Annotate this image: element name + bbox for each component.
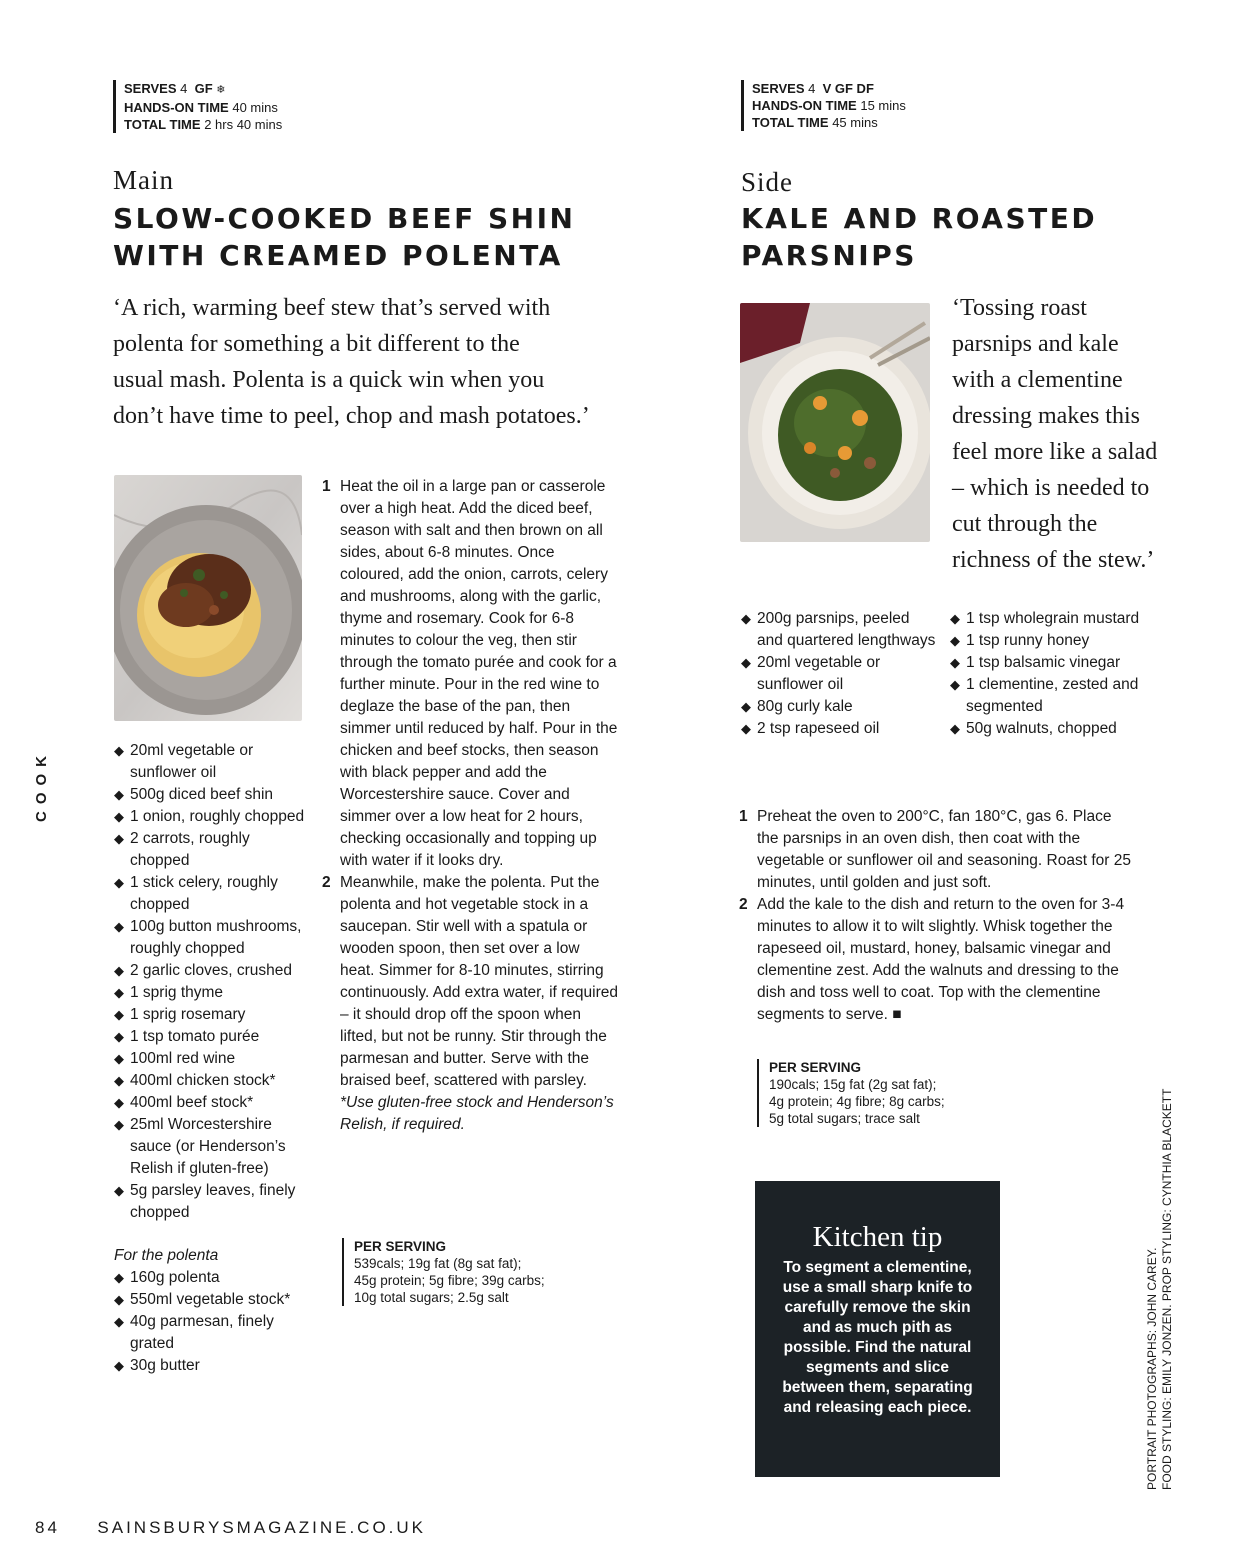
ingredient-item: ◆ 2 garlic cloves, crushed (114, 960, 309, 982)
total-time-label: TOTAL TIME (124, 117, 201, 132)
total-time-value: 45 mins (832, 115, 878, 130)
left-recipe-title (113, 200, 575, 274)
left-intro-quote (113, 290, 713, 434)
intro-line: cut through the (952, 511, 1098, 537)
photo-credits (1145, 1089, 1175, 1490)
ingredient-item: ◆ 2 carrots, roughly chopped (114, 828, 309, 872)
method-step (739, 806, 1131, 894)
credit-line: PORTRAIT PHOTOGRAPHS: JOHN CAREY. (1145, 1247, 1159, 1490)
intro-line: feel more like a salad (952, 439, 1158, 465)
left-recipe-meta (113, 80, 282, 133)
diet-tags: V GF DF (822, 81, 874, 96)
step-number: 1 (739, 808, 748, 825)
ingredient-item: ◆ 1 onion, roughly chopped (114, 806, 309, 828)
step-number: 2 (739, 896, 748, 913)
serves-label: SERVES (752, 81, 805, 96)
ingredient-item: ◆ 1 tsp runny honey (950, 630, 1150, 652)
step-text: Meanwhile, make the polenta. Put the polenta and hot vegetable stock in a saucepan. Stir well with a spatula or wooden spoon, then set over a low heat. Simmer for 8-10 minutes, stirring continuously. Add extra water, if required – it should drop off the spoon when lifted, but not be runny. Stir through the parmesan and butter. Serve with the braised beef, scattered with parsley. (340, 874, 619, 1089)
nutrition-line: 190cals; 15g fat (2g sat fat); (769, 1077, 937, 1092)
left-course-label: Main (113, 165, 174, 195)
intro-line: parsnips and kale (952, 331, 1119, 357)
intro-line: polenta for something a bit different to the (113, 331, 520, 357)
intro-line: richness of the stew.’ (952, 547, 1155, 573)
ingredient-item: ◆ 550ml vegetable stock* (114, 1289, 309, 1311)
ingredient-item: ◆ 100g button mushrooms, roughly chopped (114, 916, 309, 960)
ingredient-item: ◆ 2 tsp rapeseed oil (741, 718, 937, 740)
ingredient-item: ◆ 1 sprig thyme (114, 982, 309, 1004)
ingredient-item: ◆ 80g curly kale (741, 696, 937, 718)
ingredient-list (741, 608, 937, 740)
hands-on-value: 15 mins (860, 98, 906, 113)
ingredient-item: ◆ 400ml beef stock* (114, 1092, 309, 1114)
right-intro-quote (952, 290, 1192, 578)
ingredient-item: ◆ 1 sprig rosemary (114, 1004, 309, 1026)
right-ingredients-col1 (741, 608, 937, 740)
footnote: *Use gluten-free stock and Henderson’s Relish, if required. (340, 1094, 614, 1133)
method-step (322, 872, 618, 1092)
ingredient-item: ◆ 200g parsnips, peeled and quartered lengthways (741, 608, 937, 652)
snowflake-icon: ❄ (216, 84, 226, 96)
polenta-ingredient-list (114, 1267, 309, 1377)
intro-line: – which is needed to (952, 475, 1150, 501)
intro-line: ‘A rich, warming beef stew that’s served with (113, 295, 551, 321)
ingredient-item: ◆ 100ml red wine (114, 1048, 309, 1070)
left-nutrition (342, 1238, 545, 1306)
kitchen-tip-title: Kitchen tip (812, 1221, 943, 1253)
nutrition-line: 539cals; 19g fat (8g sat fat); (354, 1256, 522, 1271)
method-steps (322, 476, 618, 1092)
hands-on-label: HANDS-ON TIME (124, 100, 229, 115)
kitchen-tip-box (755, 1181, 1000, 1477)
method-step (739, 894, 1131, 1026)
intro-line: dressing makes this (952, 403, 1140, 429)
total-time-value: 2 hrs 40 mins (204, 117, 283, 132)
hands-on-label: HANDS-ON TIME (752, 98, 857, 113)
serves-value: 4 (180, 81, 188, 96)
page-footer (35, 1518, 426, 1538)
total-time-label: TOTAL TIME (752, 115, 829, 130)
ingredient-item: ◆ 50g walnuts, chopped (950, 718, 1150, 740)
title-line: KALE AND ROASTED (741, 202, 1098, 235)
ingredient-item: ◆ 1 tsp tomato purée (114, 1026, 309, 1048)
ingredient-list (950, 608, 1150, 740)
right-method (739, 806, 1131, 1026)
nutrition-line: 45g protein; 5g fibre; 39g carbs; (354, 1273, 545, 1288)
ingredient-item: ◆ 1 stick celery, roughly chopped (114, 872, 309, 916)
ingredient-item: ◆ 1 tsp balsamic vinegar (950, 652, 1150, 674)
ingredient-item: ◆ 1 tsp wholegrain mustard (950, 608, 1150, 630)
step-text: Add the kale to the dish and return to the oven for 3-4 minutes to allow it to wilt slightly. Whisk together the rapeseed oil, mustard, honey, balsamic vinegar and clementine zest. Add the walnuts and dressing to the dish and toss well to coat. Top with the clementine segments to serve. ■ (757, 896, 1125, 1023)
intro-line: don’t have time to peel, chop and mash potatoes.’ (113, 403, 590, 429)
ingredient-list (114, 740, 309, 1224)
right-nutrition (757, 1059, 945, 1127)
nutrition-heading: PER SERVING (354, 1239, 447, 1254)
ingredient-item: ◆ 25ml Worcestershire sauce (or Henderson’s Relish if gluten-free) (114, 1114, 309, 1180)
right-ingredients-col2 (950, 608, 1150, 740)
ingredient-item: ◆ 5g parsley leaves, finely chopped (114, 1180, 309, 1224)
polenta-subheading: For the polenta (114, 1247, 219, 1264)
nutrition-line: 10g total sugars; 2.5g salt (354, 1290, 509, 1305)
intro-line: with a clementine (952, 367, 1123, 393)
ingredient-item: ◆ 160g polenta (114, 1267, 309, 1289)
left-ingredients (114, 740, 309, 1377)
diet-tags: GF (194, 81, 213, 96)
title-line: PARSNIPS (741, 239, 917, 272)
serves-value: 4 (808, 81, 816, 96)
kale-parsnips-photo (740, 303, 930, 542)
ingredient-item: ◆ 30g butter (114, 1355, 309, 1377)
method-step (322, 476, 618, 872)
nutrition-line: 4g protein; 4g fibre; 8g carbs; (769, 1094, 945, 1109)
credit-line: FOOD STYLING: EMILY JONZEN. PROP STYLING: CYNTHIA BLACKETT (1160, 1088, 1174, 1490)
intro-line: ‘Tossing roast (952, 295, 1087, 321)
site-url: SAINSBURYSMAGAZINE.CO.UK (97, 1518, 427, 1537)
ingredient-item: ◆ 500g diced beef shin (114, 784, 309, 806)
hands-on-value: 40 mins (232, 100, 278, 115)
title-line: SLOW-COOKED BEEF SHIN (113, 202, 576, 235)
ingredient-item: ◆ 40g parmesan, finely grated (114, 1311, 309, 1355)
ingredient-item: ◆ 400ml chicken stock* (114, 1070, 309, 1092)
step-number: 2 (322, 874, 331, 891)
right-recipe-meta (741, 80, 906, 131)
kitchen-tip-body: To segment a clementine, use a small sharp knife to carefully remove the skin and as much pith as possible. Find the natural segments and slice between them, separating and releasing each piece. (782, 1259, 973, 1416)
method-steps (739, 806, 1131, 1026)
ingredient-item: ◆ 1 clementine, zested and segmented (950, 674, 1150, 718)
title-line: WITH CREAMED POLENTA (113, 239, 563, 272)
nutrition-line: 5g total sugars; trace salt (769, 1111, 920, 1126)
left-method (322, 476, 618, 1136)
page-number: 84 (35, 1518, 60, 1537)
ingredient-item: ◆ 20ml vegetable or sunflower oil (114, 740, 309, 784)
serves-label: SERVES (124, 81, 177, 96)
step-number: 1 (322, 478, 331, 495)
intro-line: usual mash. Polenta is a quick win when you (113, 367, 545, 393)
ingredient-item: ◆ 20ml vegetable or sunflower oil (741, 652, 937, 696)
beef-polenta-photo (114, 475, 302, 721)
right-recipe-title (741, 200, 1097, 274)
step-text: Preheat the oven to 200°C, fan 180°C, gas 6. Place the parsnips in an oven dish, then coat with the vegetable or sunflower oil and seasoning. Roast for 25 minutes, until golden and just soft. (757, 808, 1131, 891)
nutrition-heading: PER SERVING (769, 1060, 862, 1075)
section-label: COOK (33, 749, 50, 822)
step-text: Heat the oil in a large pan or casserole over a high heat. Add the diced beef, season with salt and then brown on all sides, about 6-8 minutes. Once coloured, add the onion, carrots, celery and mushrooms, along with the garlic, thyme and rosemary. Cook for 6-8 minutes to colour the veg, then stir through the tomato purée and cook for a further minute. Pour in the red wine to deglaze the base of the pan, then simmer until reduced by half. Pour in the chicken and beef stocks, then season with black pepper and add the Worcestershire sauce. Cover and simmer over a low heat for 2 hours, checking occasionally and topping up with water if it looks dry. (340, 478, 618, 869)
right-course-label: Side (741, 167, 794, 197)
